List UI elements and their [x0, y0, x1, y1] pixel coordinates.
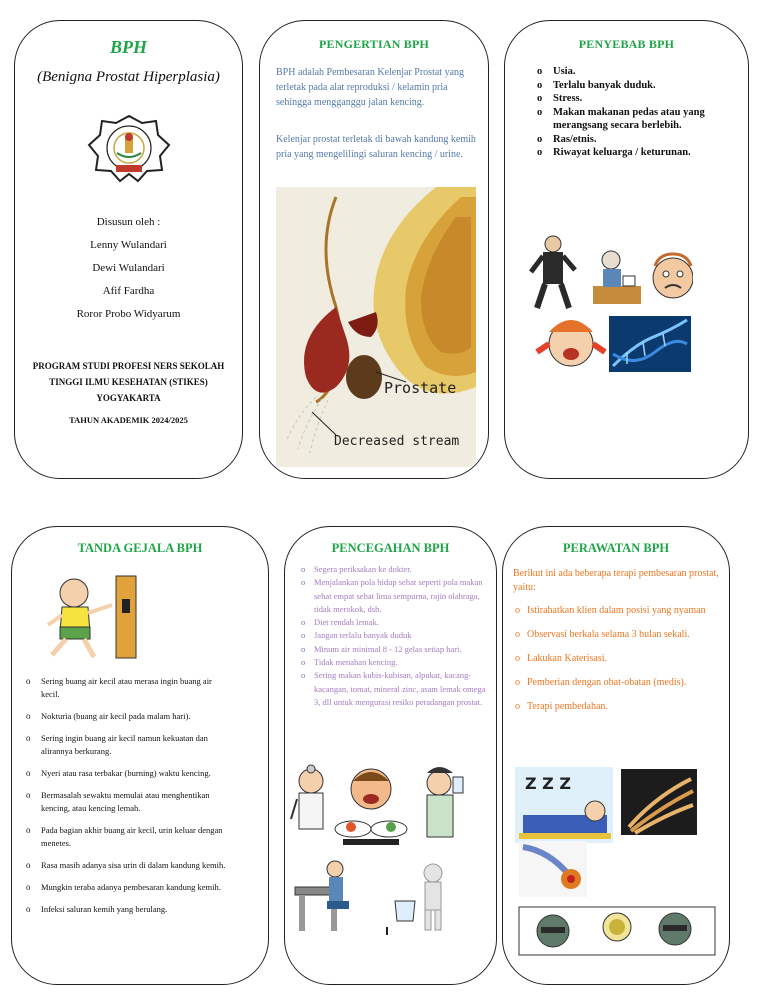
prevention-text: Segera periksakan ke dokter. — [314, 564, 412, 574]
bullet-icon: o — [26, 733, 31, 743]
list-item — [26, 859, 226, 872]
bullet-icon: o — [301, 617, 306, 628]
bullet-icon: o — [515, 605, 520, 616]
prevention-list — [301, 563, 487, 709]
list-item — [537, 65, 712, 79]
prepared-by-label: Disusun oleh : — [96, 216, 161, 228]
list-item — [26, 903, 226, 916]
urgency-illustration — [34, 571, 144, 666]
bullet-icon: o — [515, 677, 520, 688]
symptom-text: Rasa masih adanya sisa urin di dalam kandung kemih. — [41, 860, 226, 870]
definition-heading: PENGERTIAN BPH — [318, 37, 430, 51]
definition-paragraph: Kelenjar prostat terletak di bawah kandung kemih pria yang mengelilingi saluran kencing / urine. — [276, 134, 476, 160]
symptom-text: Nyeri atau rasa terbakar (burning) waktu kencing. — [41, 768, 211, 778]
bullet-icon: o — [26, 860, 31, 870]
list-item — [537, 92, 712, 106]
definition-paragraph: BPH adalah Pembesaran Kelenjar Prostat yang terletak pada alat reproduksi / kelamin pria sehingga mengganggu jalan kencing. — [276, 67, 465, 108]
symptom-text: Sering ingin buang air kecil namun kekuatan dan alirannya berkurang. — [41, 733, 208, 756]
drinking-water-icon — [427, 767, 463, 837]
doctor-icon — [291, 765, 323, 829]
list-item — [515, 627, 727, 643]
list-item — [537, 133, 712, 147]
treatment-text: Istirahatkan klien dalam posisi yang nyaman — [527, 605, 706, 616]
bullet-icon: o — [26, 904, 31, 914]
cause-text: Makan makanan pedas atau yang merangsang secara berlebih. — [553, 106, 705, 131]
definition-panel — [259, 20, 489, 479]
healthy-habits-illustrations — [289, 759, 477, 845]
list-item — [301, 643, 487, 656]
author-name: Afif Fardha — [102, 285, 155, 297]
cause-text: Usia. — [553, 66, 576, 77]
program-line: YOGYAKARTA — [96, 393, 161, 403]
symptom-text: Pada bagian akhir buang air kecil, urin keluar dengan menetes. — [41, 825, 223, 848]
treatment-illustrations — [515, 767, 721, 967]
symptom-text: Mungkin teraba adanya pembesaran kandung kemih. — [41, 882, 221, 892]
dna-icon — [609, 316, 691, 372]
symptom-text: Nokturia (buang air kecil pada malam hari). — [41, 711, 191, 721]
list-item — [515, 651, 727, 667]
list-item — [26, 824, 226, 850]
cause-text: Riwayat keluarga / keturunan. — [553, 147, 691, 158]
bullet-icon: o — [301, 657, 306, 668]
list-item — [26, 675, 226, 701]
cause-text: Ras/etnis. — [553, 133, 597, 145]
bullet-icon: o — [301, 577, 306, 588]
program-line: TINGGI ILMU KESEHATAN (STIKES) — [49, 377, 208, 387]
treatment-panel — [502, 526, 730, 985]
list-item — [26, 789, 226, 815]
catheter-icon — [621, 769, 697, 835]
bullet-icon: o — [26, 676, 31, 686]
bullet-icon: o — [26, 768, 31, 778]
list-item — [26, 732, 226, 758]
bullet-icon: o — [301, 670, 306, 681]
screaming-man-icon — [537, 320, 605, 366]
list-item — [515, 675, 727, 691]
bullet-icon: o — [537, 66, 543, 77]
prevention-panel — [284, 526, 497, 985]
bullet-icon: o — [301, 630, 306, 641]
list-item — [301, 629, 487, 642]
bullet-icon: o — [515, 701, 520, 712]
list-item — [26, 767, 226, 780]
causes-list — [537, 65, 712, 160]
list-item — [537, 79, 712, 93]
symptom-text: Infeksi saluran kemih yang berulang. — [41, 904, 168, 914]
treatment-text: Observasi berkala selama 3 bulan sekali. — [527, 629, 690, 640]
bullet-icon: o — [26, 790, 31, 800]
author-name: Roror Probo Widyarum — [76, 308, 181, 320]
program-name — [27, 358, 230, 406]
list-item — [301, 656, 487, 669]
school-seal-icon — [86, 113, 172, 183]
cover-subtitle: (Benigna Prostat Hiperplasia) — [37, 69, 220, 85]
cause-text: Terlalu banyak duduk. — [553, 79, 656, 91]
treatment-text: Lakukan Katerisasi. — [527, 653, 607, 664]
list-item — [26, 881, 226, 894]
prevention-text: Menjalankan pola hidup sehat seperti pola makan sehat empat sehat lima sempurna, rajin olahraga, tidak merokok, dsb. — [314, 577, 483, 614]
list-item — [301, 563, 487, 576]
authors-block — [15, 211, 242, 326]
program-line: PROGRAM STUDI PROFESI NERS SEKOLAH — [32, 361, 225, 371]
sleep-text: Z Z Z — [525, 774, 571, 793]
prevention-text: Diet rendah lemak. — [314, 617, 379, 628]
treatment-heading: PERAWATAN BPH — [562, 541, 670, 555]
list-item — [301, 669, 487, 709]
cover-panel — [14, 20, 243, 479]
symptoms-heading: TANDA GEJALA BPH — [77, 541, 203, 555]
bullet-icon: o — [537, 93, 543, 104]
prostate-label: Prostate — [384, 379, 457, 397]
prevention-heading: PENCEGAHAN BPH — [331, 541, 450, 555]
old-man-icon — [531, 236, 575, 308]
stream-label: Decreased stream — [334, 434, 460, 449]
bullet-icon: o — [537, 133, 543, 145]
cover-title: BPH — [109, 37, 147, 57]
prevention-text: Jangan terlalu banyak duduk — [314, 630, 412, 641]
list-item — [301, 576, 487, 616]
bullet-icon: o — [26, 711, 31, 721]
causes-illustrations — [523, 226, 693, 376]
academic-year: TAHUN AKADEMIK 2024/2025 — [69, 415, 188, 425]
cause-text: Stress. — [553, 93, 583, 104]
bullet-icon: o — [515, 653, 520, 664]
author-name: Lenny Wulandari — [90, 239, 167, 251]
treatment-list — [515, 603, 727, 723]
symptoms-list — [26, 675, 226, 925]
bullet-icon: o — [26, 882, 31, 892]
bullet-icon: o — [26, 825, 31, 835]
treatment-text: Pemberian dengan obat-obatan (medis). — [527, 677, 687, 688]
list-item — [301, 616, 487, 629]
causes-panel — [504, 20, 749, 479]
bullet-icon: o — [301, 564, 306, 574]
treatment-text: Terapi pembedahan. — [527, 701, 608, 712]
treatment-intro: Berikut ini ada beberapa terapi pembesaran prostat, yaitu: — [513, 568, 719, 593]
list-item — [515, 699, 727, 715]
bullet-icon: o — [537, 106, 543, 118]
sleeping-patient-icon — [515, 767, 613, 843]
symptom-text: Bermasalah sewaktu memulai atau menghentikan kencing, atau kencing lemah. — [41, 790, 210, 813]
author-name: Dewi Wulandari — [92, 262, 165, 274]
symptoms-panel — [11, 526, 269, 985]
symptom-text: Sering buang air kecil atau merasa ingin buang air kecil. — [41, 676, 212, 699]
prostate-anatomy-illustration — [276, 187, 476, 467]
list-item — [537, 146, 712, 160]
bullet-icon: o — [515, 629, 520, 640]
causes-heading: PENYEBAB BPH — [578, 37, 675, 51]
urinal-person-icon — [387, 864, 442, 935]
desk-worker-icon — [593, 251, 641, 304]
bullet-icon: o — [537, 147, 543, 158]
list-item — [537, 106, 712, 133]
bullet-icon: o — [301, 643, 306, 654]
prevention-text: Sering makan kubis-kubisan, alpukat, kacang-kacangan, tomat, mineral zinc, asam lemak omega 3, dll untuk mengurasi resiko peradangan prostat. — [314, 670, 486, 707]
prevention-text: Minum air minimal 8 - 12 gelas setiap hari. — [314, 643, 462, 654]
sitting-person-icon — [295, 861, 349, 931]
medicine-pill-icon — [519, 841, 587, 897]
eating-man-icon — [335, 769, 407, 845]
list-item — [26, 710, 226, 723]
list-item — [515, 603, 727, 619]
bullet-icon: o — [537, 79, 543, 91]
surgery-team-icon — [519, 907, 715, 955]
sitting-and-urinal-illustrations — [291, 857, 461, 937]
stressed-face-icon — [653, 254, 693, 298]
prevention-text: Tidak menahan kencing. — [314, 657, 398, 668]
